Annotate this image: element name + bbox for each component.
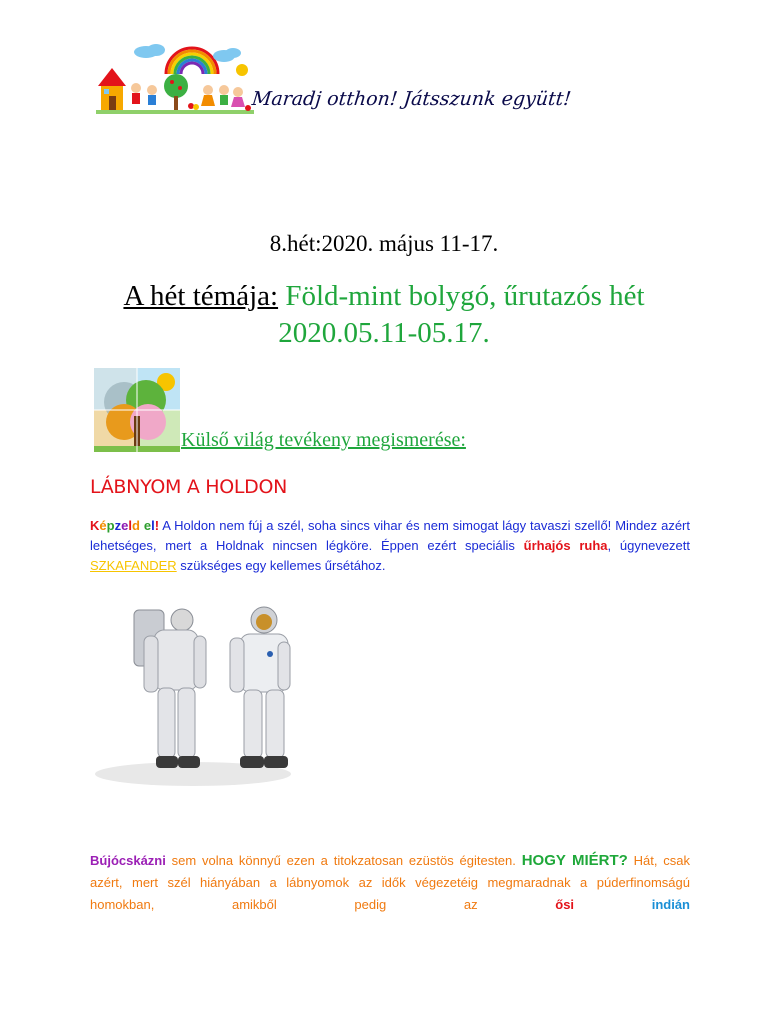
intro-paragraph bbox=[90, 516, 690, 576]
paragraph-text: sem volna könnyű ezen a titokzatosan ezüstös égitesten. bbox=[165, 853, 522, 868]
space-suit-term: űrhajós ruha bbox=[523, 538, 608, 553]
header-slogan: Maradj otthon! Játsszunk együtt! bbox=[250, 88, 573, 110]
theme-line bbox=[0, 279, 768, 313]
exclamation: ! bbox=[154, 518, 160, 533]
kepzeld-letter: e bbox=[121, 518, 129, 533]
kepzeld-letter: K bbox=[90, 518, 100, 533]
kids-rainbow-illustration bbox=[96, 40, 254, 116]
hide-and-seek-paragraph bbox=[90, 850, 690, 916]
kepzeld-letter: p bbox=[106, 518, 115, 533]
osi-term: ősi bbox=[555, 897, 575, 912]
article-title: LÁBNYOM A HOLDON bbox=[90, 476, 288, 498]
hogy-miert-term: HOGY MIÉRT? bbox=[521, 852, 628, 869]
szkafander-term: SZKAFANDER bbox=[90, 558, 177, 573]
week-line: 8.hét:2020. május 11-17. bbox=[269, 231, 499, 256]
kepzeld-letter: é bbox=[99, 518, 107, 533]
theme-title: Föld-mint bolygó, űrutazós hét bbox=[278, 280, 645, 312]
section-heading: Külső világ tevékeny megismerése: bbox=[181, 429, 466, 451]
astronauts-spacesuit-image bbox=[94, 596, 292, 788]
intro-text: A Holdon nem fúj a szél, soha sincs vihar és nem simogat lágy tavaszi szellő! Mindez azért lehetséges, mert a Holdnak nincsen légköre. Éppen ezért speciális bbox=[90, 518, 690, 553]
theme-dates: 2020.05.11-05.17. bbox=[278, 317, 490, 349]
el-letter: e bbox=[143, 518, 152, 533]
kepzeld-letter: z bbox=[114, 518, 122, 533]
indian-term: indián bbox=[651, 897, 690, 912]
el-letter: l bbox=[151, 518, 155, 533]
kepzeld-letter: d bbox=[131, 518, 140, 533]
paragraph-text: Hát, csak azért, mert szél hiányában a lábnyomok az idők végezetéig megmaradnak a púderfinomságú homokban, amikből pedig az bbox=[90, 853, 690, 912]
intro-text: , úgynevezett bbox=[607, 538, 691, 553]
bujocskazni-term: Bújócskázni bbox=[90, 853, 166, 868]
intro-text: szükséges egy kellemes űrsétához. bbox=[176, 558, 386, 573]
four-seasons-tree-image bbox=[94, 368, 180, 452]
kepzeld-letter: l bbox=[128, 518, 132, 533]
theme-label: A hét témája: bbox=[123, 280, 279, 312]
